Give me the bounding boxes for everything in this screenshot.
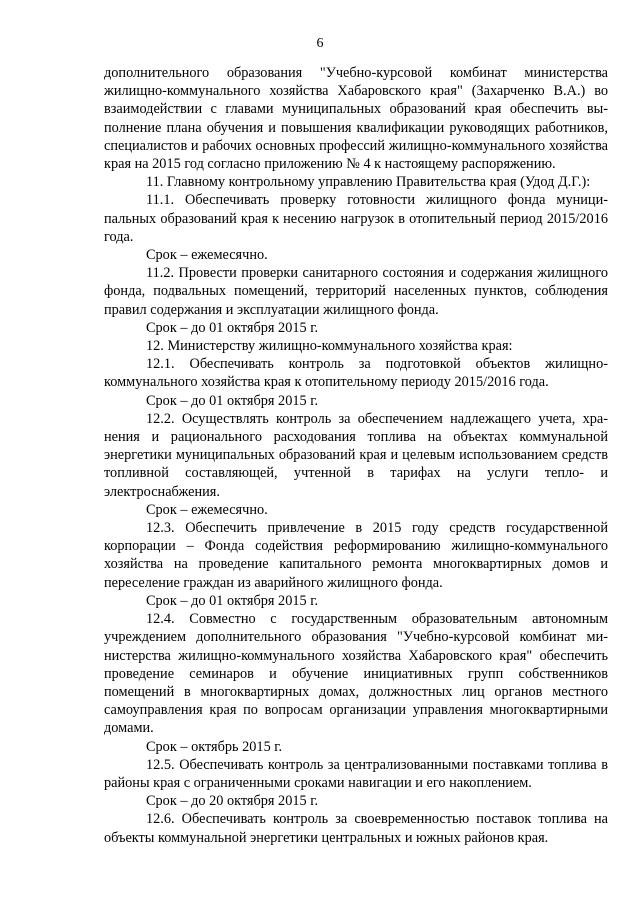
paragraph: 11.1. Обеспечивать проверку готовности жилищного фонда муниципальных образований края к несению нагрузок в отопительный период 2015/2016 года.: [104, 192, 608, 245]
paragraph: 12.6. Обеспечивать контроль за своевременностью поставок топлива на объекты коммунальной энергетики центральных и южных районов края.: [104, 811, 608, 846]
deadline: Срок – до 01 октября 2015 г.: [146, 392, 319, 409]
page-number: 6: [316, 36, 324, 51]
paragraph: 12.1. Обеспечивать контроль за подготовкой объектов жилищно-коммунального хозяйства края к отопительному периоду 2015/2016 года.: [104, 356, 608, 391]
deadline: Срок – октябрь 2015 г.: [146, 738, 283, 755]
paragraph: 12.2. Осуществлять контроль за обеспечением надлежащего учета, хранения и рационального расходования топлива на объектах коммунальной энергетики муниципальных образований края и целевым использованием средств топливной составляющей, учтенной в тарифах на услуги тепло- и электроснабжения.: [104, 410, 608, 500]
deadline: Срок – ежемесячно.: [146, 501, 268, 518]
deadline: Срок – ежемесячно.: [146, 247, 268, 264]
paragraph: 12. Министерству жилищно-коммунального хозяйства края:: [146, 338, 513, 355]
deadline: Срок – до 01 октября 2015 г.: [146, 319, 319, 336]
paragraph: 11. Главному контрольному управлению Правительства края (Удод Д.Г.):: [146, 174, 591, 191]
paragraph: 12.3. Обеспечить привлечение в 2015 году средств государственной корпорации – Фонда содействия реформированию жилищно-коммунального хозяйства на проведение капитального ремонта многоквартирных домов и переселение граждан из аварийного жилищного фонда.: [104, 520, 608, 591]
paragraph: дополнительного образования "Учебно-курсовой комбинат министерства жилищно-коммунального хозяйства Хабаровского края" (Захарченко В.А.) во взаимодействии с главами муниципальных образований края обеспечить выполнение плана обучения и повышения квалификации руководящих работников, специалистов и рабочих основных профессий жилищно-коммунального хозяйства края на 2015 год согласно приложению № 4 к настоящему распоряжению.: [104, 65, 608, 173]
document-body: [104, 64, 608, 847]
deadline: Срок – до 20 октября 2015 г.: [146, 793, 319, 810]
deadline: Срок – до 01 октября 2015 г.: [146, 592, 319, 609]
paragraph: 12.5. Обеспечивать контроль за централизованными поставками топлива в районы края с ограниченными сроками навигации и его накоплением.: [104, 756, 608, 791]
paragraph: 12.4. Совместно с государственным образовательным автономным учреждением дополнительного образования "Учебно-курсовой комбинат министерства жилищно-коммунального хозяйства Хабаровского края" обеспечить проведение семинаров и обучение инициативных групп собственников помещений в многоквартирных домах, должностных лиц органов местного самоуправления края по вопросам организации управления многоквартирными домами.: [104, 611, 608, 737]
paragraph: 11.2. Провести проверки санитарного состояния и содержания жилищного фонда, подвальных помещений, территорий населенных пунктов, соблюдения правил содержания и эксплуатации жилищного фонда.: [104, 265, 608, 318]
